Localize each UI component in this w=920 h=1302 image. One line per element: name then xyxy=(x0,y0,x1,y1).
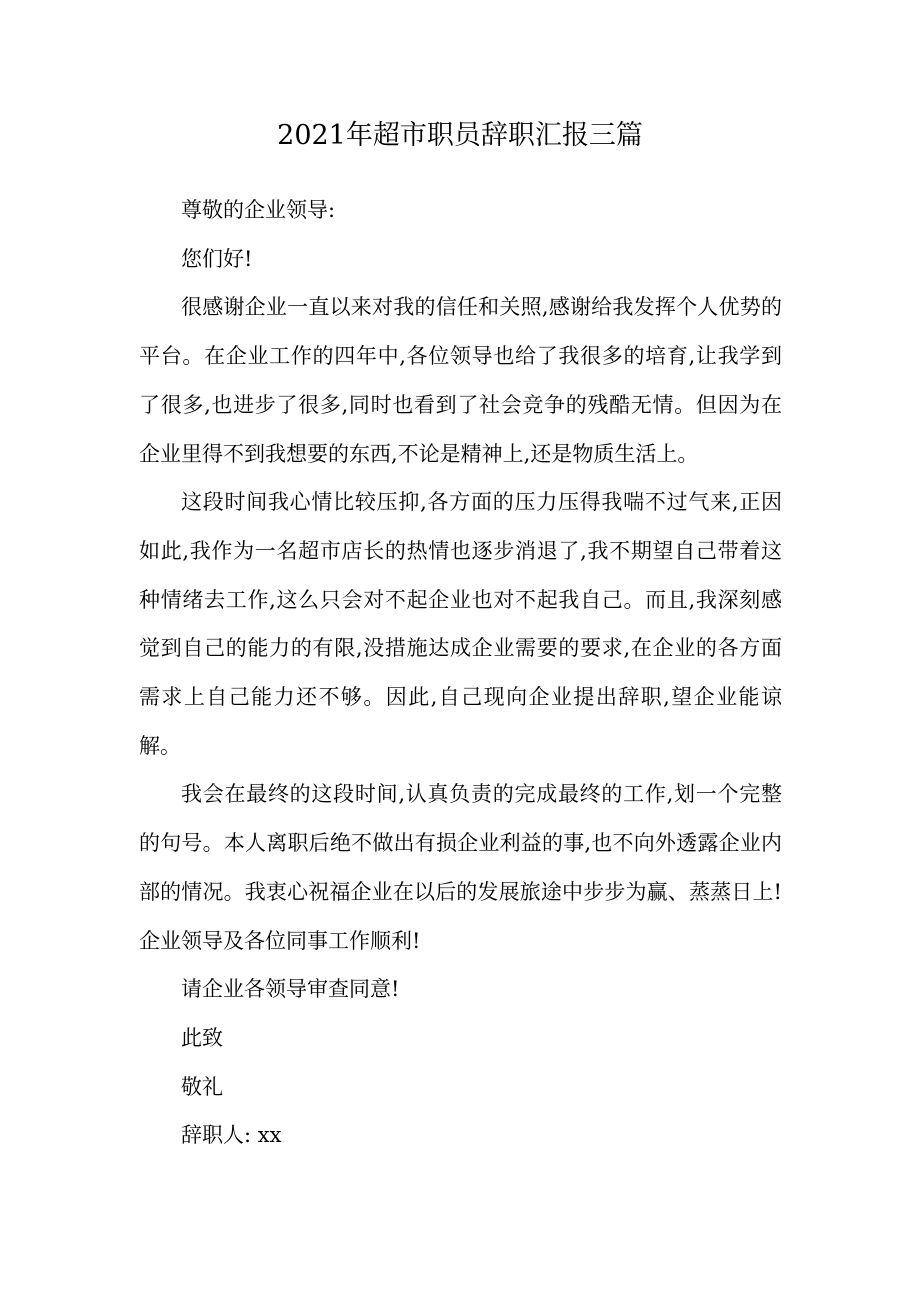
paragraph-2: 这段时间我心情比较压抑,各方面的压力压得我喘不过气来,正因如此,我作为一名超市店长的热情也逐步消退了,我不期望自己带着这种情绪去工作,这么只会对不起企业也对不起我自己。而且,我深刻感觉到自己的能力的有限,没措施达成企业需要的要求,在企业的各方面需求上自己能力还不够。因此,自己现向企业提出辞职,望企业能谅解。 xyxy=(139,490,782,758)
document-title: 2021年超市职员辞职汇报三篇 xyxy=(277,120,643,151)
document-body xyxy=(139,186,782,1160)
paragraph-3: 我会在最终的这段时间,认真负责的完成最终的工作,划一个完整的句号。本人离职后绝不做出有损企业利益的事,也不向外透露企业内部的情况。我衷心祝福企业在以后的发展旅途中步步为赢、蒸蒸日上!企业领导及各位同事工作顺利! xyxy=(139,782,782,953)
paragraph-1: 很感谢企业一直以来对我的信任和关照,感谢给我发挥个人优势的平台。在企业工作的四年中,各位领导也给了我很多的培育,让我学到了很多,也进步了很多,同时也看到了社会竞争的残酷无情。但因为在企业里得不到我想要的东西,不论是精神上,还是物质生活上。 xyxy=(139,295,782,466)
request-line: 请企业各领导审查同意! xyxy=(181,977,400,1002)
greeting: 您们好! xyxy=(181,246,253,271)
salutation: 尊敬的企业领导: xyxy=(181,198,336,222)
closing-line-2: 敬礼 xyxy=(181,1074,223,1099)
closing-line-1: 此致 xyxy=(181,1025,223,1050)
signature-line: 辞职人: xx xyxy=(181,1123,282,1148)
